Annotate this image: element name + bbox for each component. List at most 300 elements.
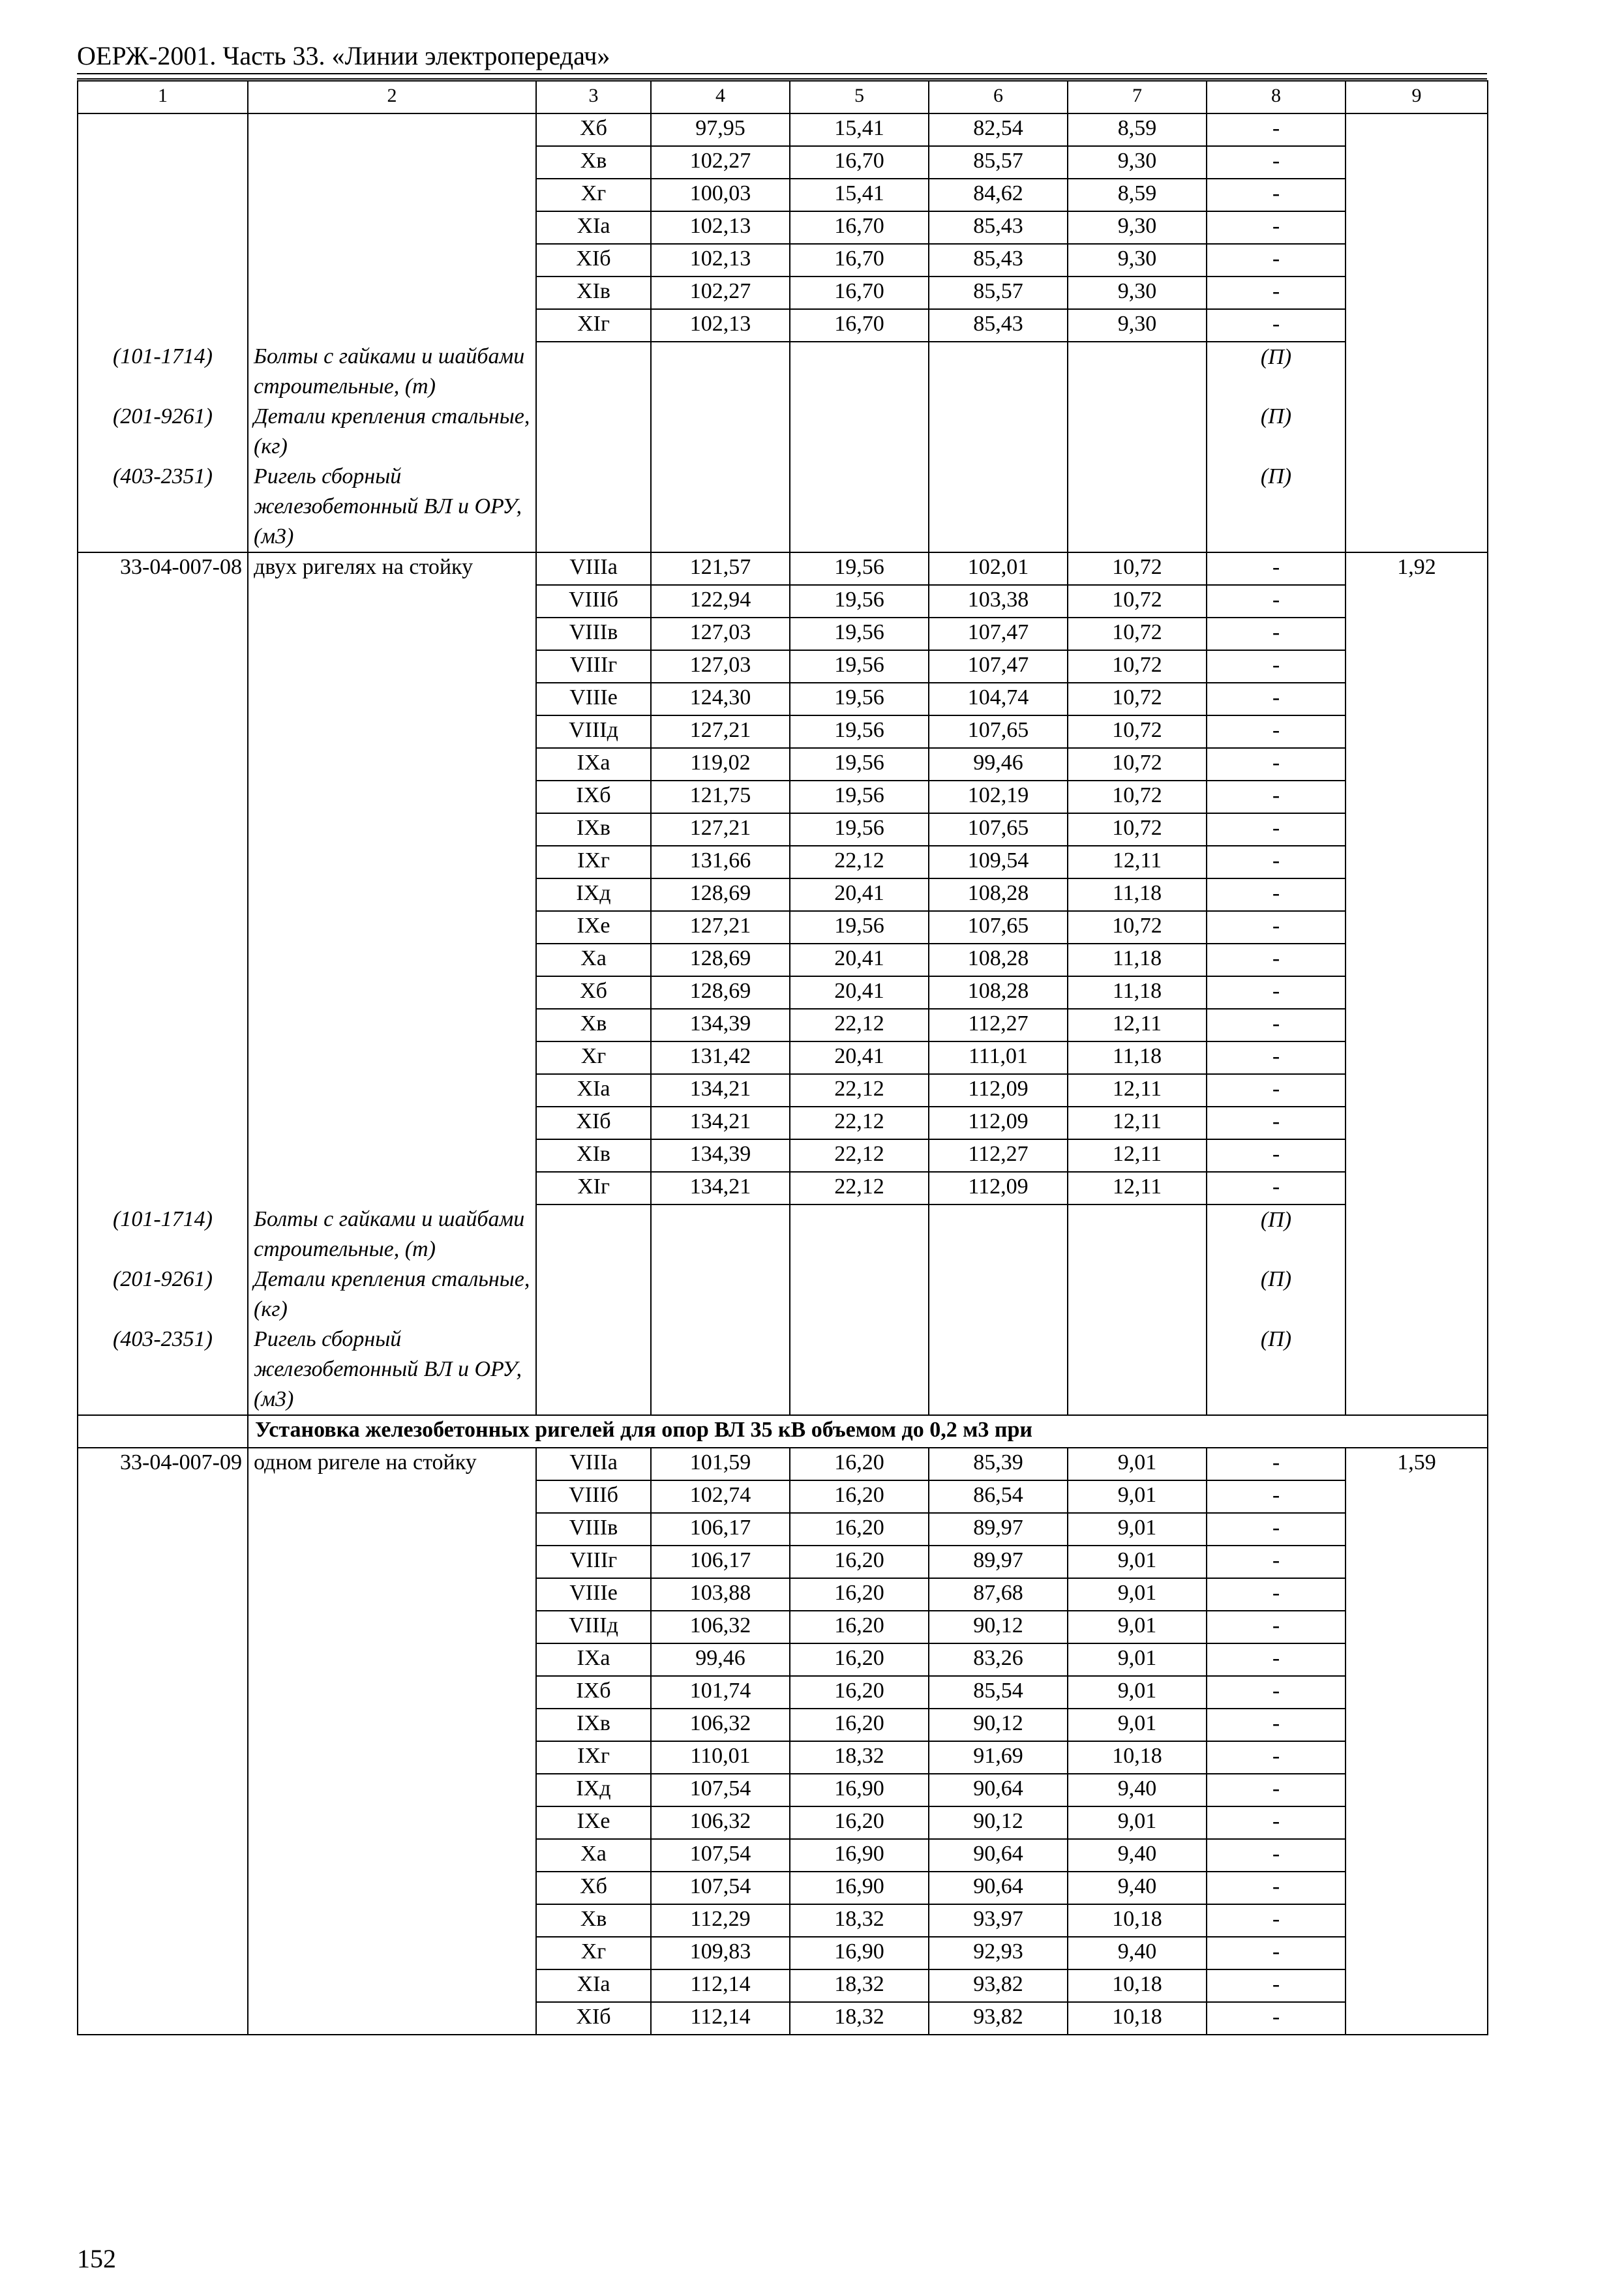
value-cell: 19,56 [790, 781, 929, 813]
value-cell: - [1207, 1172, 1346, 1204]
table-row [78, 846, 1488, 878]
value-cell: 90,64 [929, 1774, 1068, 1806]
col9-cell [1346, 1774, 1488, 1806]
rate-code-cell [78, 309, 248, 342]
col9-cell [1346, 618, 1488, 650]
work-name-cell [248, 277, 536, 309]
value-cell: - [1207, 1513, 1346, 1546]
value-cell: - [1207, 1872, 1346, 1904]
value-cell: - [1207, 618, 1346, 650]
value-cell: 9,01 [1068, 1513, 1207, 1546]
work-name-cell [248, 1709, 536, 1741]
work-name-cell [248, 878, 536, 911]
value-cell: 112,27 [929, 1139, 1068, 1172]
rate-code-cell [78, 244, 248, 277]
value-cell: 10,18 [1068, 1741, 1207, 1774]
value-cell: 134,21 [651, 1107, 790, 1139]
value-cell: - [1207, 1448, 1346, 1480]
value-cell: - [1207, 878, 1346, 911]
value-cell: 102,27 [651, 277, 790, 309]
value-cell: 10,72 [1068, 683, 1207, 715]
empty-cell [1068, 342, 1207, 402]
value-cell: 84,62 [929, 179, 1068, 211]
value-cell: 19,56 [790, 618, 929, 650]
work-name-cell [248, 618, 536, 650]
column-number: 6 [929, 81, 1068, 113]
value-cell: - [1207, 1139, 1346, 1172]
col9-cell [1346, 911, 1488, 944]
rate-code-cell [78, 1741, 248, 1774]
work-name-cell [248, 1513, 536, 1546]
col9-cell [1346, 1709, 1488, 1741]
col9-cell [1346, 878, 1488, 911]
value-cell: - [1207, 846, 1346, 878]
climate-zone-cell: VIIIг [536, 650, 651, 683]
work-name-cell [248, 1611, 536, 1643]
work-name-cell [248, 1009, 536, 1041]
column-number: 7 [1068, 81, 1207, 113]
table-row [78, 1041, 1488, 1074]
col9-cell [1346, 715, 1488, 748]
value-cell: 122,94 [651, 585, 790, 618]
value-cell: 106,32 [651, 1806, 790, 1839]
rate-code-cell [78, 1643, 248, 1676]
empty-cell [1068, 402, 1207, 462]
table-row [78, 1107, 1488, 1139]
material-unit: (П) [1207, 1324, 1346, 1415]
value-cell: 20,41 [790, 944, 929, 976]
work-name-cell [248, 1480, 536, 1513]
rate-code-cell [78, 715, 248, 748]
value-cell: - [1207, 1709, 1346, 1741]
value-cell: 9,01 [1068, 1643, 1207, 1676]
table-row [78, 1937, 1488, 1969]
rate-code-cell [78, 1904, 248, 1937]
work-name-cell [248, 179, 536, 211]
value-cell: 9,40 [1068, 1774, 1207, 1806]
table-row [78, 618, 1488, 650]
empty-cell [790, 462, 929, 552]
climate-zone-cell: Хб [536, 113, 651, 146]
col9-cell [1346, 1172, 1488, 1204]
value-cell: - [1207, 715, 1346, 748]
material-row [78, 1264, 1488, 1324]
value-cell: 107,65 [929, 911, 1068, 944]
value-cell: 16,90 [790, 1839, 929, 1872]
rate-code-cell [78, 878, 248, 911]
value-cell: 128,69 [651, 878, 790, 911]
empty-cell [1346, 1324, 1488, 1415]
value-cell: 9,40 [1068, 1839, 1207, 1872]
rate-code-cell [78, 683, 248, 715]
empty-cell [1346, 342, 1488, 402]
value-cell: 10,72 [1068, 650, 1207, 683]
value-cell: 9,30 [1068, 146, 1207, 179]
value-cell: - [1207, 1774, 1346, 1806]
value-cell: 112,09 [929, 1172, 1068, 1204]
col9-cell [1346, 1937, 1488, 1969]
value-cell: - [1207, 911, 1346, 944]
value-cell: 87,68 [929, 1578, 1068, 1611]
section-title-row [78, 1415, 1488, 1448]
climate-zone-cell: Хг [536, 179, 651, 211]
climate-zone-cell: XIа [536, 1969, 651, 2002]
work-name-cell [248, 1937, 536, 1969]
empty-cell [536, 342, 651, 402]
value-cell: 131,42 [651, 1041, 790, 1074]
value-cell: 85,57 [929, 277, 1068, 309]
material-unit: (П) [1207, 462, 1346, 552]
rate-code-cell [78, 1107, 248, 1139]
value-cell: 10,18 [1068, 2002, 1207, 2035]
value-cell: - [1207, 1839, 1346, 1872]
value-cell: - [1207, 1806, 1346, 1839]
col9-cell [1346, 1041, 1488, 1074]
value-cell: 112,27 [929, 1009, 1068, 1041]
work-name-cell [248, 1872, 536, 1904]
value-cell: 20,41 [790, 976, 929, 1009]
table-row [78, 650, 1488, 683]
value-cell: 22,12 [790, 1009, 929, 1041]
col9-cell [1346, 146, 1488, 179]
value-cell: 16,20 [790, 1578, 929, 1611]
work-name-cell [248, 244, 536, 277]
value-cell: 107,54 [651, 1872, 790, 1904]
climate-zone-cell: IXе [536, 1806, 651, 1839]
work-name-cell [248, 715, 536, 748]
table-row [78, 146, 1488, 179]
value-cell: 89,97 [929, 1513, 1068, 1546]
value-cell: - [1207, 1107, 1346, 1139]
col9-cell [1346, 683, 1488, 715]
value-cell: 11,18 [1068, 1041, 1207, 1074]
value-cell: 9,30 [1068, 309, 1207, 342]
work-name-cell [248, 146, 536, 179]
value-cell: - [1207, 1578, 1346, 1611]
value-cell: 106,32 [651, 1611, 790, 1643]
rate-code-cell [78, 1806, 248, 1839]
rate-code-cell [78, 748, 248, 781]
column-number: 8 [1207, 81, 1346, 113]
col9-cell [1346, 1107, 1488, 1139]
value-cell: 22,12 [790, 1107, 929, 1139]
empty-cell [1068, 462, 1207, 552]
table-row [78, 211, 1488, 244]
rate-code-cell [78, 1546, 248, 1578]
value-cell: 16,20 [790, 1611, 929, 1643]
value-cell: 106,32 [651, 1709, 790, 1741]
table-row [78, 1513, 1488, 1546]
col9-cell [1346, 1611, 1488, 1643]
value-cell: 10,72 [1068, 911, 1207, 944]
empty-cell [929, 1264, 1068, 1324]
value-cell: 121,75 [651, 781, 790, 813]
value-cell: 108,28 [929, 944, 1068, 976]
column-number: 9 [1346, 81, 1488, 113]
value-cell: 9,01 [1068, 1709, 1207, 1741]
value-cell: 9,01 [1068, 1676, 1207, 1709]
value-cell: 19,56 [790, 813, 929, 846]
value-cell: 93,82 [929, 1969, 1068, 2002]
work-name-cell [248, 585, 536, 618]
value-cell: 16,70 [790, 277, 929, 309]
climate-zone-cell: XIб [536, 244, 651, 277]
column-number: 1 [78, 81, 248, 113]
value-cell: 134,39 [651, 1009, 790, 1041]
value-cell: 10,18 [1068, 1904, 1207, 1937]
value-cell: 20,41 [790, 1041, 929, 1074]
value-cell: 12,11 [1068, 1172, 1207, 1204]
column-number: 5 [790, 81, 929, 113]
value-cell: - [1207, 976, 1346, 1009]
value-cell: 19,56 [790, 683, 929, 715]
value-cell: 93,82 [929, 2002, 1068, 2035]
value-cell: 107,47 [929, 650, 1068, 683]
value-cell: 128,69 [651, 976, 790, 1009]
table-row [78, 976, 1488, 1009]
work-name-cell [248, 1839, 536, 1872]
value-cell: 9,01 [1068, 1806, 1207, 1839]
rate-code-cell [78, 618, 248, 650]
value-cell: 9,30 [1068, 277, 1207, 309]
value-cell: 103,38 [929, 585, 1068, 618]
rates-table [77, 80, 1488, 2035]
rate-code-cell [78, 1578, 248, 1611]
empty-cell [651, 462, 790, 552]
value-cell: 127,21 [651, 813, 790, 846]
value-cell: 85,54 [929, 1676, 1068, 1709]
work-name-cell [248, 1074, 536, 1107]
climate-zone-cell: IXг [536, 846, 651, 878]
col9-cell [1346, 2002, 1488, 2035]
value-cell: 22,12 [790, 1139, 929, 1172]
value-cell: 102,19 [929, 781, 1068, 813]
value-cell: - [1207, 113, 1346, 146]
value-cell: 19,56 [790, 748, 929, 781]
work-name-cell [248, 846, 536, 878]
value-cell: - [1207, 1009, 1346, 1041]
empty-cell [651, 342, 790, 402]
value-cell: 128,69 [651, 944, 790, 976]
value-cell: 112,09 [929, 1107, 1068, 1139]
value-cell: 10,72 [1068, 715, 1207, 748]
value-cell: 93,97 [929, 1904, 1068, 1937]
material-name: Болты с гайками и шайбами строительные, (т) [248, 342, 536, 402]
rate-code-cell [78, 1513, 248, 1546]
value-cell: 16,90 [790, 1774, 929, 1806]
value-cell: 9,01 [1068, 1480, 1207, 1513]
work-name-cell [248, 1578, 536, 1611]
value-cell: 127,03 [651, 650, 790, 683]
table-row [78, 1709, 1488, 1741]
value-cell: - [1207, 1074, 1346, 1107]
work-name-cell: двух ригелях на стойку [248, 552, 536, 585]
empty-cell [790, 1264, 929, 1324]
table-row [78, 1969, 1488, 2002]
material-row [78, 402, 1488, 462]
table-row [78, 1611, 1488, 1643]
material-name: Болты с гайками и шайбами строительные, (т) [248, 1204, 536, 1264]
rate-code-cell [78, 944, 248, 976]
col9-cell [1346, 1139, 1488, 1172]
col9-cell [1346, 211, 1488, 244]
table-row [78, 1448, 1488, 1480]
value-cell: - [1207, 1643, 1346, 1676]
rate-code-cell [78, 1480, 248, 1513]
value-cell: 112,14 [651, 2002, 790, 2035]
value-cell: 85,43 [929, 309, 1068, 342]
table-row [78, 1676, 1488, 1709]
climate-zone-cell: VIIIд [536, 715, 651, 748]
table-row [78, 781, 1488, 813]
value-cell: - [1207, 1480, 1346, 1513]
material-code: (201-9261) [78, 402, 248, 462]
value-cell: 12,11 [1068, 1107, 1207, 1139]
table-row [78, 911, 1488, 944]
table-row [78, 1741, 1488, 1774]
table-row [78, 1480, 1488, 1513]
empty-cell [536, 402, 651, 462]
col9-cell [1346, 1806, 1488, 1839]
rate-code-cell: 33-04-007-09 [78, 1448, 248, 1480]
column-number: 4 [651, 81, 790, 113]
value-cell: 99,46 [929, 748, 1068, 781]
column-number: 3 [536, 81, 651, 113]
work-name-cell [248, 781, 536, 813]
rate-code-cell [78, 911, 248, 944]
col9-cell [1346, 1676, 1488, 1709]
climate-zone-cell: IXд [536, 878, 651, 911]
value-cell: 15,41 [790, 179, 929, 211]
value-cell: 102,13 [651, 211, 790, 244]
value-cell: - [1207, 1676, 1346, 1709]
value-cell: 9,01 [1068, 1578, 1207, 1611]
rate-code-cell [78, 179, 248, 211]
climate-zone-cell: Ха [536, 944, 651, 976]
value-cell: 10,72 [1068, 552, 1207, 585]
empty-cell [1346, 1204, 1488, 1264]
rate-code-cell [78, 781, 248, 813]
rate-code-cell [78, 1139, 248, 1172]
rate-code-cell [78, 1041, 248, 1074]
column-number-row [78, 81, 1488, 113]
value-cell: 20,41 [790, 878, 929, 911]
work-name-cell [248, 748, 536, 781]
value-cell: 102,13 [651, 244, 790, 277]
empty-cell [651, 1324, 790, 1415]
climate-zone-cell: IXа [536, 1643, 651, 1676]
col9-cell [1346, 1513, 1488, 1546]
value-cell: 11,18 [1068, 878, 1207, 911]
table-row [78, 2002, 1488, 2035]
value-cell: 104,74 [929, 683, 1068, 715]
col9-cell [1346, 944, 1488, 976]
material-code: (101-1714) [78, 342, 248, 402]
value-cell: 102,13 [651, 309, 790, 342]
value-cell: - [1207, 683, 1346, 715]
value-cell: 83,26 [929, 1643, 1068, 1676]
rate-code-cell [78, 813, 248, 846]
rate-code-cell [78, 211, 248, 244]
empty-cell [651, 1204, 790, 1264]
section-title: Установка железобетонных ригелей для опор ВЛ 35 кВ объемом до 0,2 м3 при [248, 1415, 1488, 1448]
value-cell: 12,11 [1068, 846, 1207, 878]
table-row [78, 1139, 1488, 1172]
value-cell: 107,54 [651, 1774, 790, 1806]
empty-cell [651, 402, 790, 462]
col9-cell [1346, 1643, 1488, 1676]
empty-cell [1346, 1264, 1488, 1324]
climate-zone-cell: XIв [536, 1139, 651, 1172]
value-cell: 18,32 [790, 1741, 929, 1774]
col9-cell [1346, 113, 1488, 146]
value-cell: - [1207, 146, 1346, 179]
rate-code-cell [78, 113, 248, 146]
col9-cell [1346, 1969, 1488, 2002]
value-cell: 100,03 [651, 179, 790, 211]
climate-zone-cell: XIб [536, 2002, 651, 2035]
value-cell: 10,18 [1068, 1969, 1207, 2002]
value-cell: 121,57 [651, 552, 790, 585]
value-cell: 16,90 [790, 1937, 929, 1969]
climate-zone-cell: XIб [536, 1107, 651, 1139]
table-row [78, 1578, 1488, 1611]
empty-cell [536, 462, 651, 552]
material-row [78, 462, 1488, 552]
value-cell: 134,21 [651, 1074, 790, 1107]
value-cell: 124,30 [651, 683, 790, 715]
material-name: Ригель сборный железобетонный ВЛ и ОРУ, (м3) [248, 1324, 536, 1415]
value-cell: 16,70 [790, 244, 929, 277]
material-code: (403-2351) [78, 1324, 248, 1415]
value-cell: - [1207, 309, 1346, 342]
value-cell: 12,11 [1068, 1074, 1207, 1107]
table-row [78, 244, 1488, 277]
table-row [78, 552, 1488, 585]
empty-cell [1346, 462, 1488, 552]
value-cell: 16,20 [790, 1513, 929, 1546]
header-rule-secondary [77, 78, 1487, 80]
value-cell: 110,01 [651, 1741, 790, 1774]
work-name-cell [248, 683, 536, 715]
value-cell: - [1207, 650, 1346, 683]
value-cell: - [1207, 1904, 1346, 1937]
work-name-cell [248, 911, 536, 944]
rate-code-cell [78, 1009, 248, 1041]
value-cell: 85,39 [929, 1448, 1068, 1480]
value-cell: 19,56 [790, 911, 929, 944]
value-cell: 90,64 [929, 1872, 1068, 1904]
value-cell: 12,11 [1068, 1139, 1207, 1172]
climate-zone-cell: Хв [536, 146, 651, 179]
value-cell: 134,21 [651, 1172, 790, 1204]
table-row [78, 1546, 1488, 1578]
value-cell: 16,70 [790, 309, 929, 342]
climate-zone-cell: VIIIб [536, 585, 651, 618]
climate-zone-cell: VIIIв [536, 618, 651, 650]
climate-zone-cell: XIв [536, 277, 651, 309]
value-cell: - [1207, 1611, 1346, 1643]
rate-code-cell [78, 1774, 248, 1806]
col9-cell [1346, 277, 1488, 309]
value-cell: 109,54 [929, 846, 1068, 878]
rate-code-cell [78, 1839, 248, 1872]
value-cell: 92,93 [929, 1937, 1068, 1969]
value-cell: 9,40 [1068, 1872, 1207, 1904]
value-cell: - [1207, 1546, 1346, 1578]
climate-zone-cell: Хв [536, 1904, 651, 1937]
work-name-cell [248, 1969, 536, 2002]
